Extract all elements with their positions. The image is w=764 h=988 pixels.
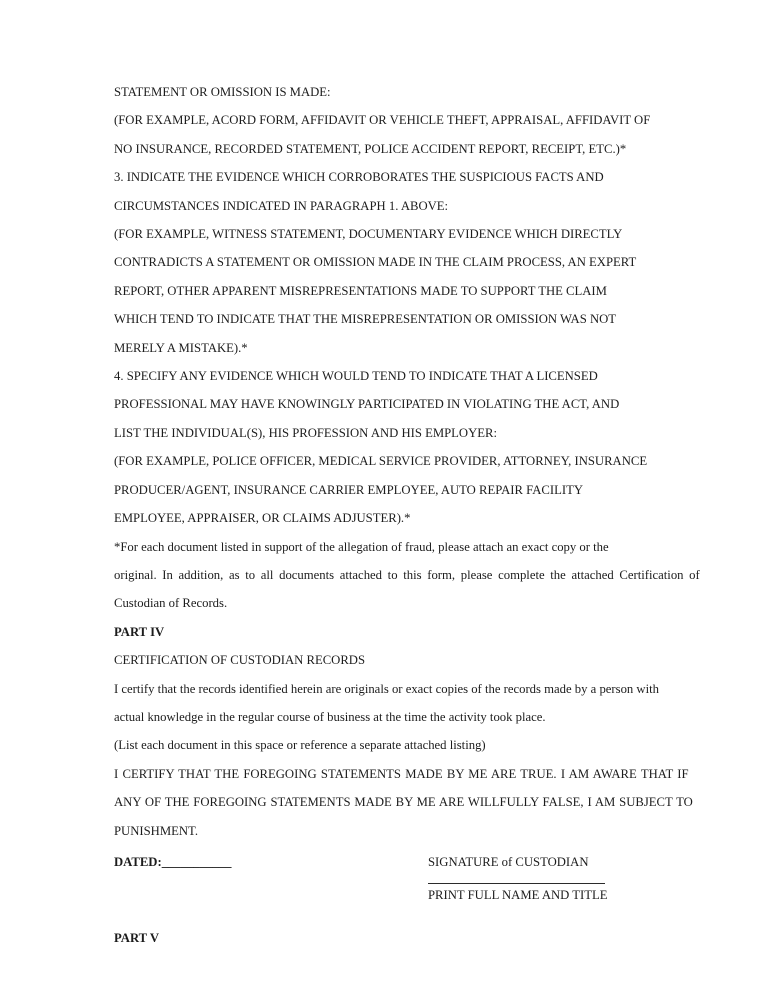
text-line: STATEMENT OR OMISSION IS MADE: [114,85,331,99]
text-line: PRODUCER/AGENT, INSURANCE CARRIER EMPLOYEE, AUTO REPAIR FACILITY [114,482,583,497]
text-line: ANY OF THE FOREGOING STATEMENTS MADE BY ME ARE WILLFULLY FALSE, I AM SUBJECT TO [114,795,693,810]
text-line: actual knowledge in the regular course of business at the time the activity took place. [114,709,546,724]
text-line: original. In addition, as to all documents attached to this form, please complete the attached Certification of [114,567,700,582]
dated-label: DATED: [114,854,162,869]
dated-signature-row [114,851,700,913]
text-line: PUNISHMENT. [114,823,198,838]
text-line: I CERTIFY THAT THE FOREGOING STATEMENTS MADE BY ME ARE TRUE. I AM AWARE THAT IF [114,766,689,781]
text-line: (FOR EXAMPLE, WITNESS STATEMENT, DOCUMENTARY EVIDENCE WHICH DIRECTLY [114,227,623,242]
dated-blank-line: ___________ [161,854,232,869]
text-line: PROFESSIONAL MAY HAVE KNOWINGLY PARTICIPATED IN VIOLATING THE ACT, AND [114,397,620,412]
text-line: MERELY A MISTAKE).* [114,340,248,355]
text-line: *For each document listed in support of the allegation of fraud, please attach an exact copy or the [114,539,609,554]
text-line: I certify that the records identified herein are originals or exact copies of the records made by a person with [114,681,659,696]
text-line: CIRCUMSTANCES INDICATED IN PARAGRAPH 1. ABOVE: [114,198,449,213]
body-text [114,78,700,845]
text-line: REPORT, OTHER APPARENT MISREPRESENTATIONS MADE TO SUPPORT THE CLAIM [114,283,607,298]
signature-caption: SIGNATURE of CUSTODIAN [428,854,589,869]
text-line: PART IV [114,624,165,639]
text-line: Custodian of Records. [114,596,228,611]
text-line: LIST THE INDIVIDUAL(S), HIS PROFESSION AND HIS EMPLOYER: [114,425,497,440]
text-line: (FOR EXAMPLE, POLICE OFFICER, MEDICAL SERVICE PROVIDER, ATTORNEY, INSURANCE [114,454,648,469]
text-line: CONTRADICTS A STATEMENT OR OMISSION MADE IN THE CLAIM PROCESS, AN EXPERT [114,255,637,270]
dated-field [114,851,231,873]
text-line: (FOR EXAMPLE, ACORD FORM, AFFIDAVIT OR VEHICLE THEFT, APPRAISAL, AFFIDAVIT OF [114,113,651,128]
text-line: NO INSURANCE, RECORDED STATEMENT, POLICE ACCIDENT REPORT, RECEIPT, ETC.)* [114,141,627,156]
text-line: 3. INDICATE THE EVIDENCE WHICH CORROBORATES THE SUSPICIOUS FACTS AND [114,170,604,185]
part-v-heading: PART V [114,930,160,945]
document-body [114,78,700,952]
text-line: WHICH TEND TO INDICATE THAT THE MISREPRESENTATION OR OMISSION WAS NOT [114,312,617,327]
text-line: CERTIFICATION OF CUSTODIAN RECORDS [114,653,366,668]
text-line: (List each document in this space or reference a separate attached listing) [114,738,486,753]
print-name-caption: PRINT FULL NAME AND TITLE [428,887,608,902]
text-line: 4. SPECIFY ANY EVIDENCE WHICH WOULD TEND TO INDICATE THAT A LICENSED [114,369,598,384]
text-line: EMPLOYEE, APPRAISER, OR CLAIMS ADJUSTER).* [114,511,411,526]
